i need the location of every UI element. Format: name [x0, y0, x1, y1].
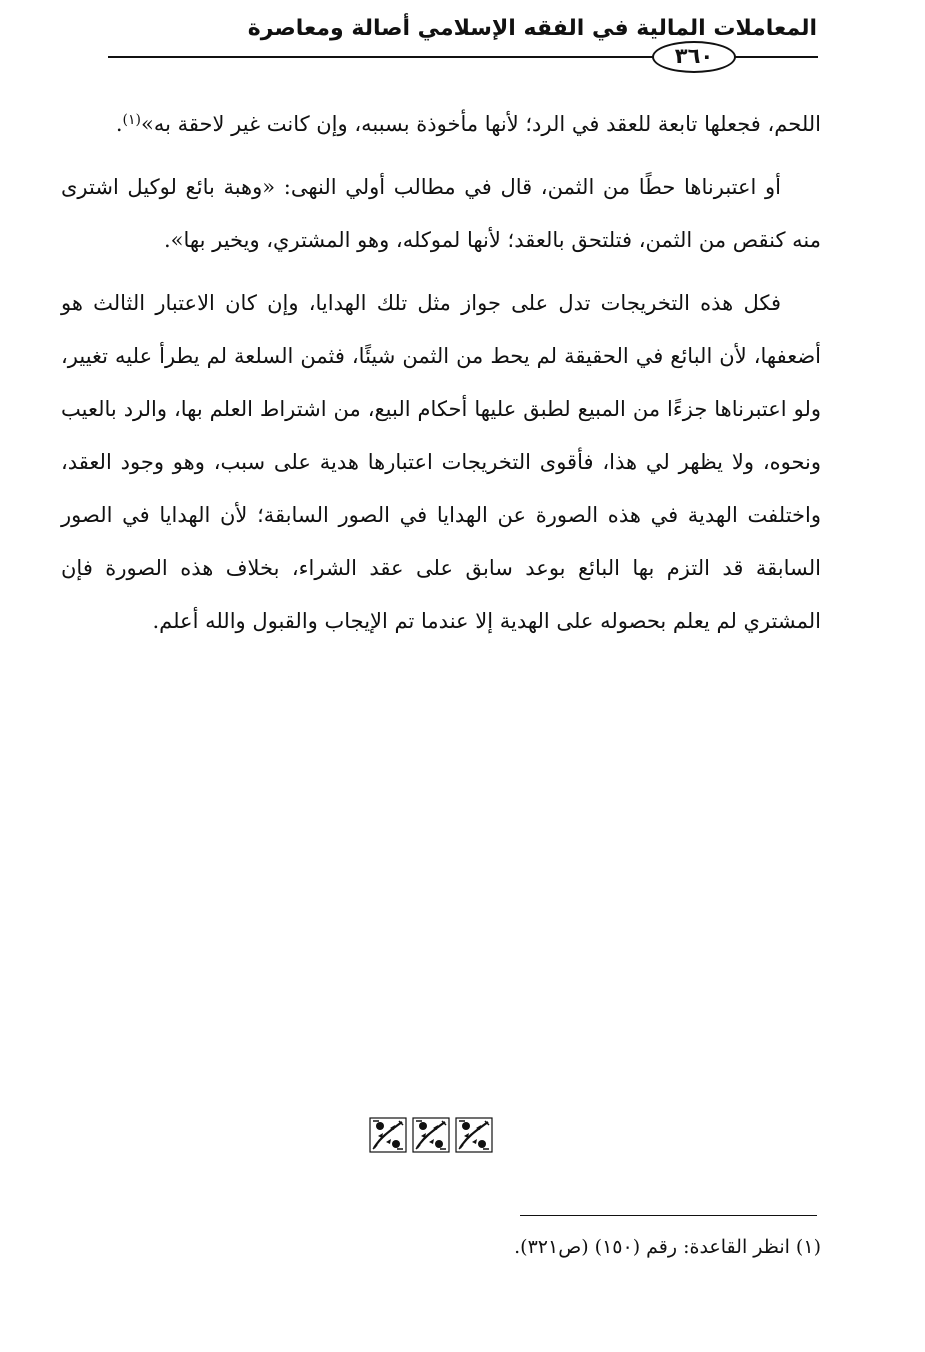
ornament-unit — [456, 1118, 492, 1152]
page-number: ٣٦٠ — [652, 41, 736, 73]
floral-ornament-icon — [368, 1116, 494, 1154]
footnote-reference: (١) — [122, 112, 141, 128]
paragraph-1-text: اللحم، فجعلها تابعة للعقد في الرد؛ لأنها مأخوذة بسببه، وإن كانت غير لاحقة به» — [141, 112, 821, 136]
body-text — [61, 98, 821, 658]
ornament-unit — [413, 1118, 449, 1152]
footnote-1: (١) انظر القاعدة: رقم (١٥٠) (ص٣٢١). — [514, 1236, 821, 1258]
paragraph-2: أو اعتبرناها حطًا من الثمن، قال في مطالب أولي النهى: «وهبة بائع لوكيل اشترى منه كنقص من الثمن، فتلتحق بالعقد؛ لأنها لموكله، وهو المشتري، ويخير بها». — [61, 175, 821, 252]
footnote-rule — [520, 1215, 817, 1216]
ornament-unit — [370, 1118, 406, 1152]
paragraph-3: فكل هذه التخريجات تدل على جواز مثل تلك الهدايا، وإن كان الاعتبار الثالث هو أضعفها، لأن البائع في الحقيقة لم يحط من الثمن شيئًا، فثمن السلعة لم يطرأ عليه تغيير، ولو اعتبرناها جزءًا من المبيع لطبق عليها أحكام البيع، من اشتراط العلم بها، والرد بالعيب ونحوه، ولا يظهر لي هذا، فأقوى التخريجات اعتبارها هدية على سبب، وهو وجود العقد، واختلفت الهدية في هذه الصورة عن الهدايا في الصور السابقة؛ لأن الهدايا في الصور السابقة قد التزم بها البائع بوعد سابق على عقد الشراء، بخلاف هذه الصورة فإن المشتري لم يعلم بحصوله على الهدية إلا عندما تم الإيجاب والقبول والله أعلم. — [61, 291, 821, 633]
paragraph-1 — [61, 98, 821, 151]
paragraph-1-end: . — [115, 112, 123, 136]
running-title: المعاملات المالية في الفقه الإسلامي أصالة ومعاصرة — [247, 16, 817, 41]
